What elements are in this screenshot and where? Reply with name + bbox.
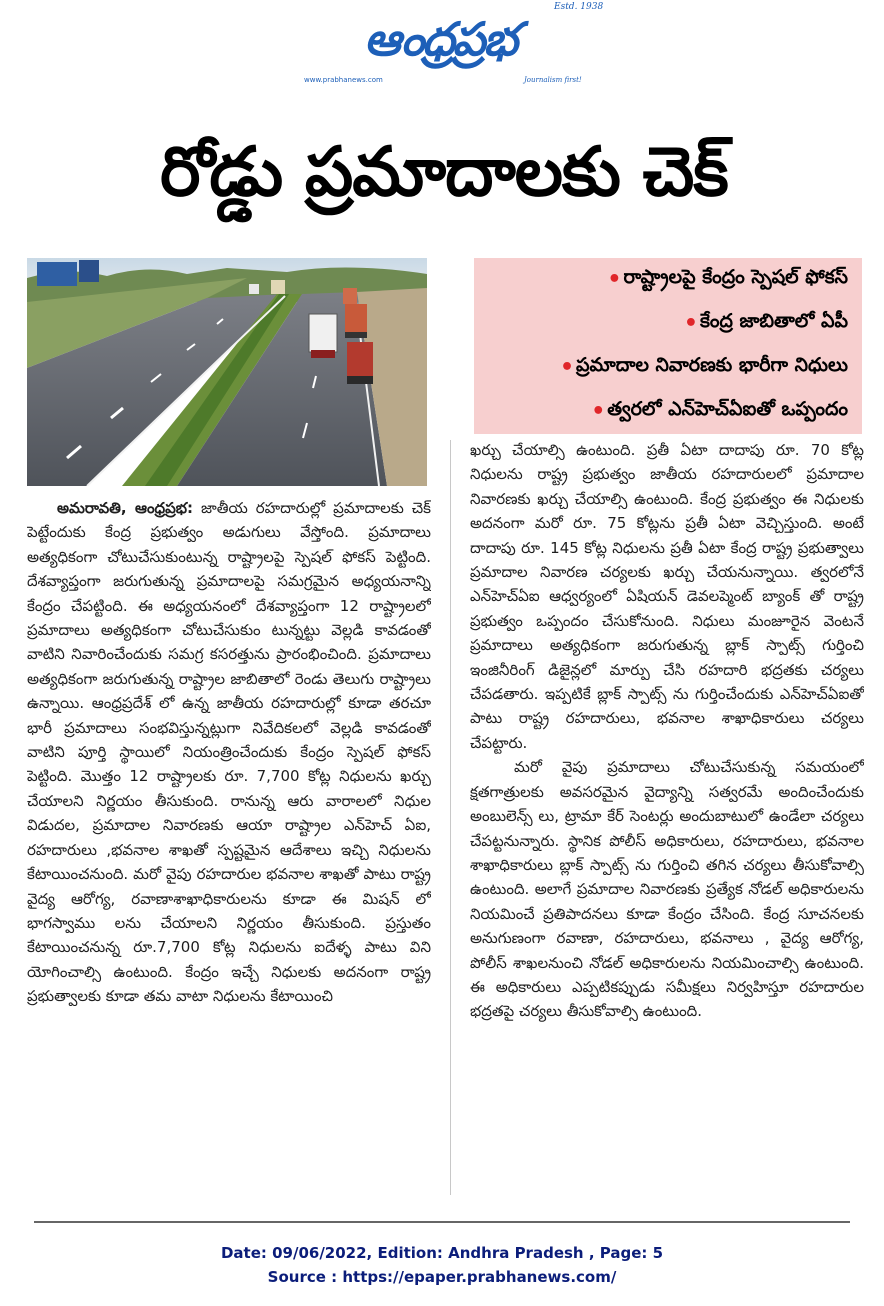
highlights-box xyxy=(474,258,862,434)
article-paragraph: ఖర్చు చేయాల్సి ఉంటుంది. ప్రతీ ఏటా దాదాపు రూ. 70 కోట్ల నిధులను రాష్ట్ర ప్రభుత్వం జాతీయ రహదారులలో ప్రమాదాల నివారణకు ఖర్చు చేయాల్సి ఉంటుంది. కేంద్ర ప్రభుత్వం ఈ నిధులకు అదనంగా మరో రూ. 75 కోట్లను ప్రతీ ఏటా వెచ్చిస్తుంది. అంటే దాదాపు రూ. 145 కోట్ల నిధులను ప్రతీ ఏటా కేంద్ర రాష్ట్ర ప్రభుత్వాలు ప్రమాదాల నివారణ చర్యలకు ఖర్చు చేయనున్నాయి. త్వరలోనే ఎన్‌హెచ్ఏఐ ఆధ్వర్యంలో ఏషియన్ డెవలప్మెంట్ బ్యాంక్ తో రాష్ట్ర ప్రభుత్వం ఒప్పందం చేసుకోనుంది. నిధులు మంజూరైన వెంటనే ప్రమాదాలు అత్యధికంగా జరుగుతున్న బ్లాక్ స్పాట్స్ గుర్తించి ఇంజినీరింగ్ డిజైన్లలో మార్పు చేసి రహదారి భద్రతకు చర్యలు చేపడతారు. ఇప్పటికే బ్లాక్ స్పాట్స్ ను గుర్తించేందుకు ఎన్‌హెచ్ఏఐతో పాటు రాష్ట్ర రహదారులు, భవనాల శాఖాధికారులు చర్యలు చేపట్టారు. xyxy=(470,441,864,752)
highlight-item xyxy=(591,398,848,425)
bullet-icon: • xyxy=(607,267,622,292)
masthead xyxy=(0,0,884,110)
article-dateline: అమరావతి, ఆంధ్రప్రభ: xyxy=(57,499,194,517)
highlight-text: ప్రమాదాల నివారణకు భారీగా నిధులు xyxy=(576,354,848,376)
highlight-item xyxy=(560,354,848,381)
article-column-left xyxy=(27,496,431,1201)
article-paragraph: మరో వైపు ప్రమాదాలు చోటుచేసుకున్న సమయంలో క్షతగాత్రులకు అవసరమైన వైద్యాన్ని సత్వరమే అందించేందుకు అంబులెన్స్ లు, ట్రామా కేర్ సెంటర్లు అందుబాటులో ఉండేలా చర్యలు చేపట్టనున్నారు. స్థానిక పోలీస్ అధికారులు, రహదారులు, భవనాల శాఖాధికారులు బ్లాక్ స్పాట్స్ ను గుర్తించి తగిన చర్యలు తీసుకోవాల్సి ఉంటుంది. అలాగే ప్రమాదాల నివారణకు ప్రత్యేక నోడల్ అధికారులను నియమించే ప్రతిపాదనలు కూడా కేంద్రం చేసింది. కేంద్ర సూచనలకు అనుగుణంగా రవాణా, రహదారులు, భవనాలు , వైద్య ఆరోగ్య, పోలీస్ శాఖలనుంచి నోడల్ అధికారులను నియమించాల్సి ఉంటుంది. ఈ అధికారులు ఎప్పటికప్పుడు సమీక్షలు నిర్వహిస్తూ రహదారుల భద్రతపై చర్యలు తీసుకోవాల్సి ఉంటుంది. xyxy=(470,758,864,1021)
column-divider xyxy=(450,440,451,1195)
logo-website: www.prabhanews.com xyxy=(304,76,383,84)
highlight-text: కేంద్ర జాబితాలో ఏపీ xyxy=(699,310,848,332)
bullet-icon: • xyxy=(683,311,698,336)
bullet-icon: • xyxy=(559,355,574,380)
highlight-item xyxy=(684,310,848,337)
newspaper-logo: ఆంధ్రప్రభ xyxy=(364,12,516,66)
footer-divider xyxy=(34,1221,850,1223)
highway-photo xyxy=(27,258,427,486)
established-year: Estd. 1938 xyxy=(554,2,604,12)
article-column-right xyxy=(470,438,864,1198)
highlight-text: త్వరలో ఎన్‌హెచ్ఏఐతో ఒప్పందం xyxy=(607,398,848,420)
article-headline: రోడ్డు ప్రమాదాలకు చెక్ xyxy=(160,133,728,212)
bullet-icon: • xyxy=(591,399,606,424)
source-link[interactable]: Source : https://epaper.prabhanews.com/ xyxy=(267,1268,617,1286)
edition-info: Date: 09/06/2022, Edition: Andhra Pradesh , Page: 5 xyxy=(220,1244,664,1262)
article-text: జాతీయ రహదారుల్లో ప్రమాదాలకు చెక్ పెట్టేందుకు కేంద్ర ప్రభుత్వం అడుగులు వేస్తోంది. ప్రమాదాలు అత్యధికంగా చోటుచేసుకుంటున్న రాష్ట్రాలపై స్పెషల్ ఫోకస్ పెట్టింది. దేశవ్యాప్తంగా జరుగుతున్న ప్రమాదాలపై సమగ్రమైన అధ్యయనాన్ని కేంద్రం చేపట్టింది. ఈ అధ్యయనంలో దేశవ్యాప్తంగా 12 రాష్ట్రాలలో ప్రమాదాలు అత్యధికంగా చోటుచేసుకుం టున్నట్టు వెల్లడి కావడంతో వాటిని నివారించేందుకు సమగ్ర కసరత్తును ప్రారంభించింది. ప్రమాదాలు అత్యధికంగా జరుగుతున్న రాష్ట్రాల జాబితాలో రెండు తెలుగు రాష్ట్రాలు ఉన్నాయి. ఆంధ్రప్రదేశ్ లో ఉన్న జాతీయ రహదారుల్లో కూడా తరచూ భారీ ప్రమాదాలు సంభవిస్తున్నట్లుగా నివేదికలలో వెల్లడి కావడంతో వాటిని పూర్తి స్థాయిలో నియంత్రించేందుకు కేంద్రం స్పెషల్ ఫోకస్ పెట్టింది. మొత్తం 12 రాష్ట్రాలకు రూ. 7,700 కోట్ల నిధులను ఖర్చు చేయాలని నిర్ణయం తీసుకుంది. రానున్న ఆరు వారాలలో నిధుల విడుదల, ప్రమాదాల నివారణకు ఆయా రాష్ట్రాల ఎన్‌హెచ్ ఏఐ, రహదారులు ,భవనాల శాఖతో స్పష్టమైన ఆదేశాలు ఇచ్చి నిధులను కేటాయించనుంది. మరో వైపు రహదారుల భవనాల శాఖతో పాటు రాష్ట్ర వైద్య ఆరోగ్య, రవాణాశాఖాధికారులను కూడా ఈ మిషన్ లో భాగస్వాము లను చేయాలని నిర్ణయం తీసుకుంది. ప్రస్తుతం కేటాయించనున్న రూ.7,700 కోట్ల నిధులను ఐదేళ్ళ పాటు విని యోగించాల్సి ఉంటుంది. కేంద్రం ఇచ్చే నిధులకు అదనంగా రాష్ట్ర ప్రభుత్వాలకు కూడా తమ వాటా నిధులను కేటాయించి xyxy=(27,499,431,1006)
logo-tagline: Journalism first! xyxy=(524,76,582,84)
highlight-item xyxy=(607,266,848,293)
highlight-text: రాష్ట్రాలపై కేంద్రం స్పెషల్ ఫోకస్ xyxy=(623,266,848,288)
